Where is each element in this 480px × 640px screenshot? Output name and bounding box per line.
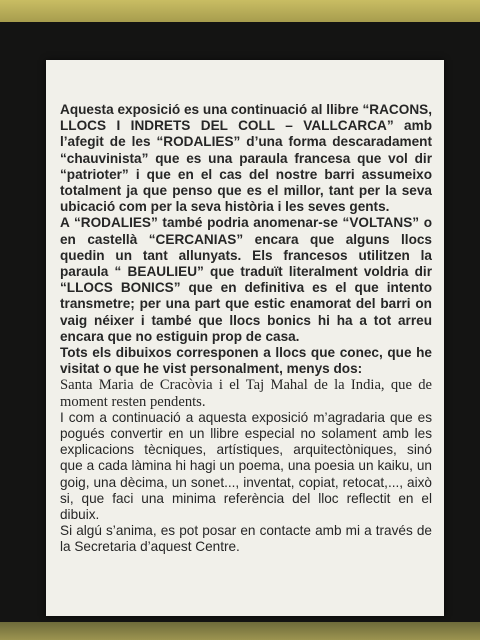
wall-top <box>0 0 480 22</box>
notice-text <box>60 102 432 556</box>
paragraph-contact: Si algú s’anima, es pot posar en contacte amb mi a través de la Secretaria d’aquest Centre. <box>60 523 432 555</box>
notice-sheet <box>46 60 444 616</box>
paragraph-intro: Aquesta exposició es una continuació al llibre “RACONS, LLOCS I INDRETS DEL COLL – VALLCARCA” amb l’afegit de les “RODALIES” d’una forma descaradament “chauvinista” que es una paraula francesa que vol dir “patrioter” i que en el cas del nostre barri assumeixo totalment ja que penso que es el millor, tant per la seva ubicació com per la seva història i les seves gents. <box>60 102 432 215</box>
notice-board <box>0 22 480 622</box>
paragraph-book: I com a continuació a aquesta exposició m’agradaria que es pogués convertir en un llibre especial no solament amb les explicacions tècniques, artístiques, arquitectòniques, sinó que a cada làmina hi hagi un poema, una poesia un kaiku, un goig, una dècima, un sonet..., inventat, copiat, retocat,..., això si, que faci una minima referència del lloc reflectit en el dibuix. <box>60 409 432 523</box>
wall-bottom <box>0 622 480 640</box>
paragraph-pending: Santa Maria de Cracòvia i el Taj Mahal de la India, que de moment resten pendents. <box>60 377 432 410</box>
paragraph-drawings: Tots els dibuixos corresponen a llocs que conec, que he visitat o que he vist personalment, menys dos: <box>60 345 432 377</box>
paragraph-rodalies: A “RODALIES” també podria anomenar-se “VOLTANS” o en castellà “CERCANIAS” encara que alguns llocs quedin un tant allunyats. Els francesos utilitzen la paraula “ BEAULIEU” que traduït literalment voldria dir “LLOCS BONICS” que en definitiva es el que intento transmetre; per una part que estic enamorat del barri on vaig néixer i també que llocs bonics hi ha a tot arreu encara que no estiguin prop de casa. <box>60 215 432 344</box>
